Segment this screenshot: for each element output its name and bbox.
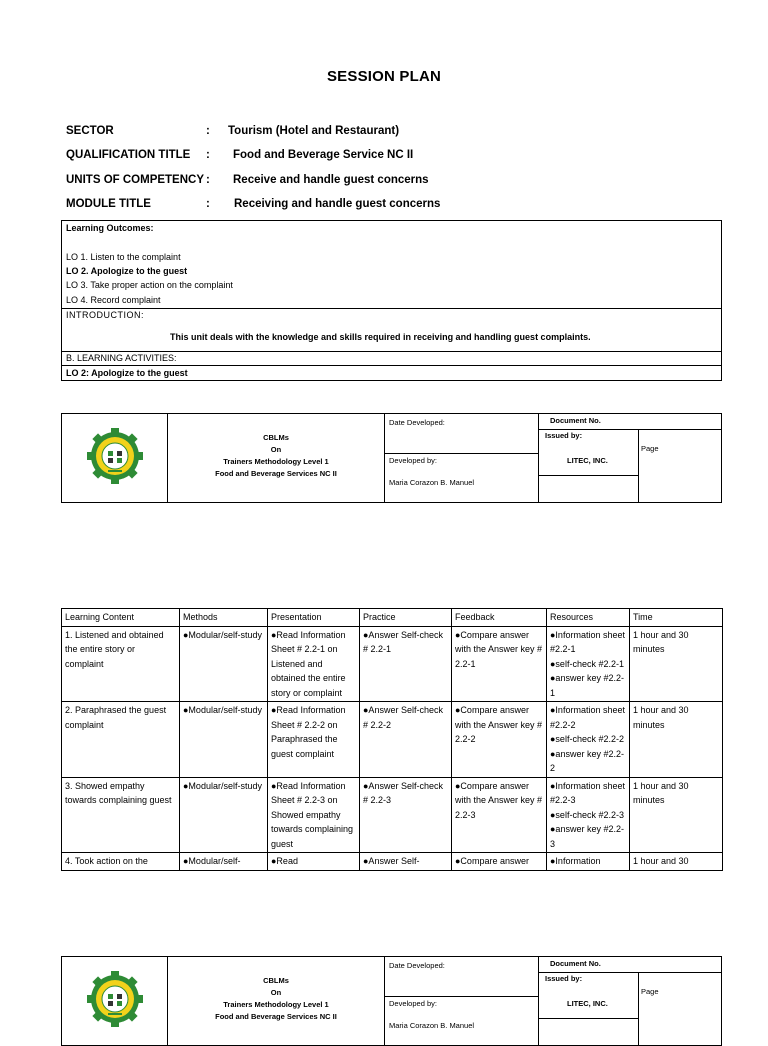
cell-text: ●Read Information Sheet # 2.2-1 on Listened and obtained the entire story or complaint <box>271 629 346 698</box>
issued-by-label: Issued by: <box>545 431 583 440</box>
introduction-label: INTRODUCTION: <box>66 310 144 320</box>
table-cell <box>547 702 630 778</box>
cblm-line: Food and Beverage Services NC II <box>215 469 337 478</box>
meta-label: QUALIFICATION TITLE <box>66 149 191 161</box>
page-title: SESSION PLAN <box>326 68 442 85</box>
cell-text: ●Information <box>550 856 601 866</box>
table-cell <box>452 626 547 702</box>
cell-text: ●Compare answer with the Answer key # 2.2-1 <box>455 629 543 669</box>
cell-text: ●Answer Self-check # 2.2-1 <box>363 629 443 654</box>
table-cell <box>360 853 452 871</box>
cell-text: ●self-check #2.2-1 <box>550 658 624 669</box>
table-cell <box>452 702 547 778</box>
cblm-line: On <box>270 445 282 454</box>
document-no-label: Document No. <box>550 959 601 968</box>
table-cell <box>547 777 630 853</box>
cblm-line: CBLMs <box>263 433 289 442</box>
table-cell <box>360 702 452 778</box>
meta-colon: : <box>206 198 210 210</box>
meta-colon: : <box>206 174 210 186</box>
developed-by-label: Developed by: <box>389 456 437 465</box>
table-cell <box>62 702 180 778</box>
meta-label: MODULE TITLE <box>66 198 151 210</box>
table-header-row <box>62 609 723 627</box>
cell-text: ●self-check #2.2-3 <box>550 809 624 820</box>
cblm-title <box>168 975 384 1023</box>
document-no-label: Document No. <box>550 416 601 425</box>
table-cell <box>62 853 180 871</box>
cell-text: ●Information sheet #2.2-2 <box>550 705 625 730</box>
learning-outcomes-box <box>61 220 722 381</box>
cblm-line: Food and Beverage Services NC II <box>215 1012 337 1021</box>
gear-logo-icon <box>86 427 144 485</box>
cell-text: 1 hour and 30 <box>633 856 689 866</box>
table-row <box>62 777 723 853</box>
column-header: Feedback <box>452 609 547 627</box>
cell-text: ●Compare answer <box>455 856 529 866</box>
column-header: Learning Content <box>62 609 180 627</box>
developer-name: Maria Corazon B. Manuel <box>389 478 475 487</box>
cell-text: ●Modular/self-study <box>183 705 262 715</box>
outcome-item: LO 1. Listen to the complaint <box>66 252 181 262</box>
learning-activities-table <box>61 608 723 871</box>
cblm-line: CBLMs <box>263 976 289 985</box>
date-developed-label: Date Developed: <box>389 961 445 970</box>
column-header: Presentation <box>268 609 360 627</box>
cell-text: 2. Paraphrased the guest complaint <box>65 705 167 730</box>
cell-text: ●Read <box>271 856 298 866</box>
cblm-line: Trainers Methodology Level 1 <box>223 1000 329 1009</box>
table-cell <box>452 853 547 871</box>
table-cell <box>547 626 630 702</box>
meta-value: Tourism (Hotel and Restaurant) <box>228 125 400 137</box>
gear-logo-icon <box>86 970 144 1028</box>
outcome-item: LO 4. Record complaint <box>66 295 161 305</box>
column-header: Methods <box>180 609 268 627</box>
table-cell <box>268 853 360 871</box>
table-cell <box>268 626 360 702</box>
table-cell <box>180 853 268 871</box>
document-header-block <box>61 413 722 503</box>
activities-label: B. LEARNING ACTIVITIES: <box>66 353 177 363</box>
table-row <box>62 853 723 871</box>
table-cell <box>630 853 723 871</box>
table-row <box>62 702 723 778</box>
column-header: Practice <box>360 609 452 627</box>
cblm-line: On <box>270 988 282 997</box>
page-label: Page <box>641 444 659 453</box>
table-cell <box>360 777 452 853</box>
issuer-name: LITEC, INC. <box>567 456 608 465</box>
meta-value: Receiving and handle guest concerns <box>234 198 441 210</box>
cell-text: ●Answer Self-check # 2.2-2 <box>363 705 443 730</box>
issuer-name: LITEC, INC. <box>567 999 608 1008</box>
developed-by-label: Developed by: <box>389 999 437 1008</box>
divider <box>62 365 721 366</box>
outcome-item: LO 3. Take proper action on the complaint <box>66 280 233 290</box>
cell-text: ●Read Information Sheet # 2.2-2 on Paraphrased the guest complaint <box>271 705 346 759</box>
page-label: Page <box>641 987 659 996</box>
table-cell <box>180 777 268 853</box>
cell-text: ●Answer Self-check # 2.2-3 <box>363 780 443 805</box>
issued-by-label: Issued by: <box>545 974 583 983</box>
cblm-line: Trainers Methodology Level 1 <box>223 457 329 466</box>
meta-value: Receive and handle guest concerns <box>233 174 429 186</box>
table-cell <box>452 777 547 853</box>
date-developed-label: Date Developed: <box>389 418 445 427</box>
divider <box>62 308 721 309</box>
meta-label: SECTOR <box>66 125 114 137</box>
cell-text: 1. Listened and obtained the entire story or complaint <box>65 629 164 669</box>
cell-text: 3. Showed empathy towards complaining guest <box>65 780 172 805</box>
table-cell <box>630 702 723 778</box>
cell-text: ●Compare answer with the Answer key # 2.2-3 <box>455 780 543 820</box>
cell-text: ●answer key #2.2-3 <box>550 824 624 849</box>
cblm-title <box>168 432 384 480</box>
cell-text: ●Modular/self-study <box>183 629 262 640</box>
introduction-text: This unit deals with the knowledge and skills required in receiving and handling guest complaints. <box>170 332 591 342</box>
cell-text: 1 hour and 30 minutes <box>633 780 689 805</box>
cell-text: ●Read Information Sheet # 2.2-3 on Showed empathy towards complaining guest <box>271 780 354 849</box>
table-cell <box>360 626 452 702</box>
column-header: Resources <box>547 609 630 627</box>
table-row <box>62 626 723 702</box>
learning-outcomes-label: Learning Outcomes: <box>66 223 154 233</box>
cell-text: 1 hour and 30 minutes <box>633 705 689 730</box>
cell-text: ●Information sheet #2.2-3 <box>550 780 625 805</box>
table-cell <box>630 777 723 853</box>
table-cell <box>62 777 180 853</box>
cell-text: ●Modular/self- <box>183 856 241 866</box>
cell-text: ●self-check #2.2-2 <box>550 734 624 744</box>
cell-text: ●answer key #2.2-1 <box>550 673 624 698</box>
column-header: Time <box>630 609 723 627</box>
table-cell <box>268 702 360 778</box>
meta-colon: : <box>206 125 210 137</box>
table-cell <box>180 626 268 702</box>
table-cell <box>630 626 723 702</box>
cell-text: ●Compare answer with the Answer key # 2.2-2 <box>455 705 543 744</box>
cell-text: ●Information sheet #2.2-1 <box>550 629 625 654</box>
outcome-item: LO 2. Apologize to the guest <box>66 266 188 276</box>
developer-name: Maria Corazon B. Manuel <box>389 1021 475 1030</box>
cell-text: ●answer key #2.2-2 <box>550 748 624 773</box>
table-cell <box>547 853 630 871</box>
table-cell <box>268 777 360 853</box>
table-cell <box>62 626 180 702</box>
cell-text: 4. Took action on the <box>65 856 148 866</box>
divider <box>62 351 721 352</box>
meta-value: Food and Beverage Service NC II <box>233 149 414 161</box>
current-lo: LO 2: Apologize to the guest <box>66 368 188 378</box>
meta-label: UNITS OF COMPETENCY <box>66 174 205 186</box>
document-header-block-next <box>61 956 722 1046</box>
cell-text: 1 hour and 30 minutes <box>633 629 689 654</box>
meta-colon: : <box>206 149 210 161</box>
cell-text: ●Modular/self-study <box>183 780 262 791</box>
cell-text: ●Answer Self- <box>363 856 420 866</box>
table-cell <box>180 702 268 778</box>
